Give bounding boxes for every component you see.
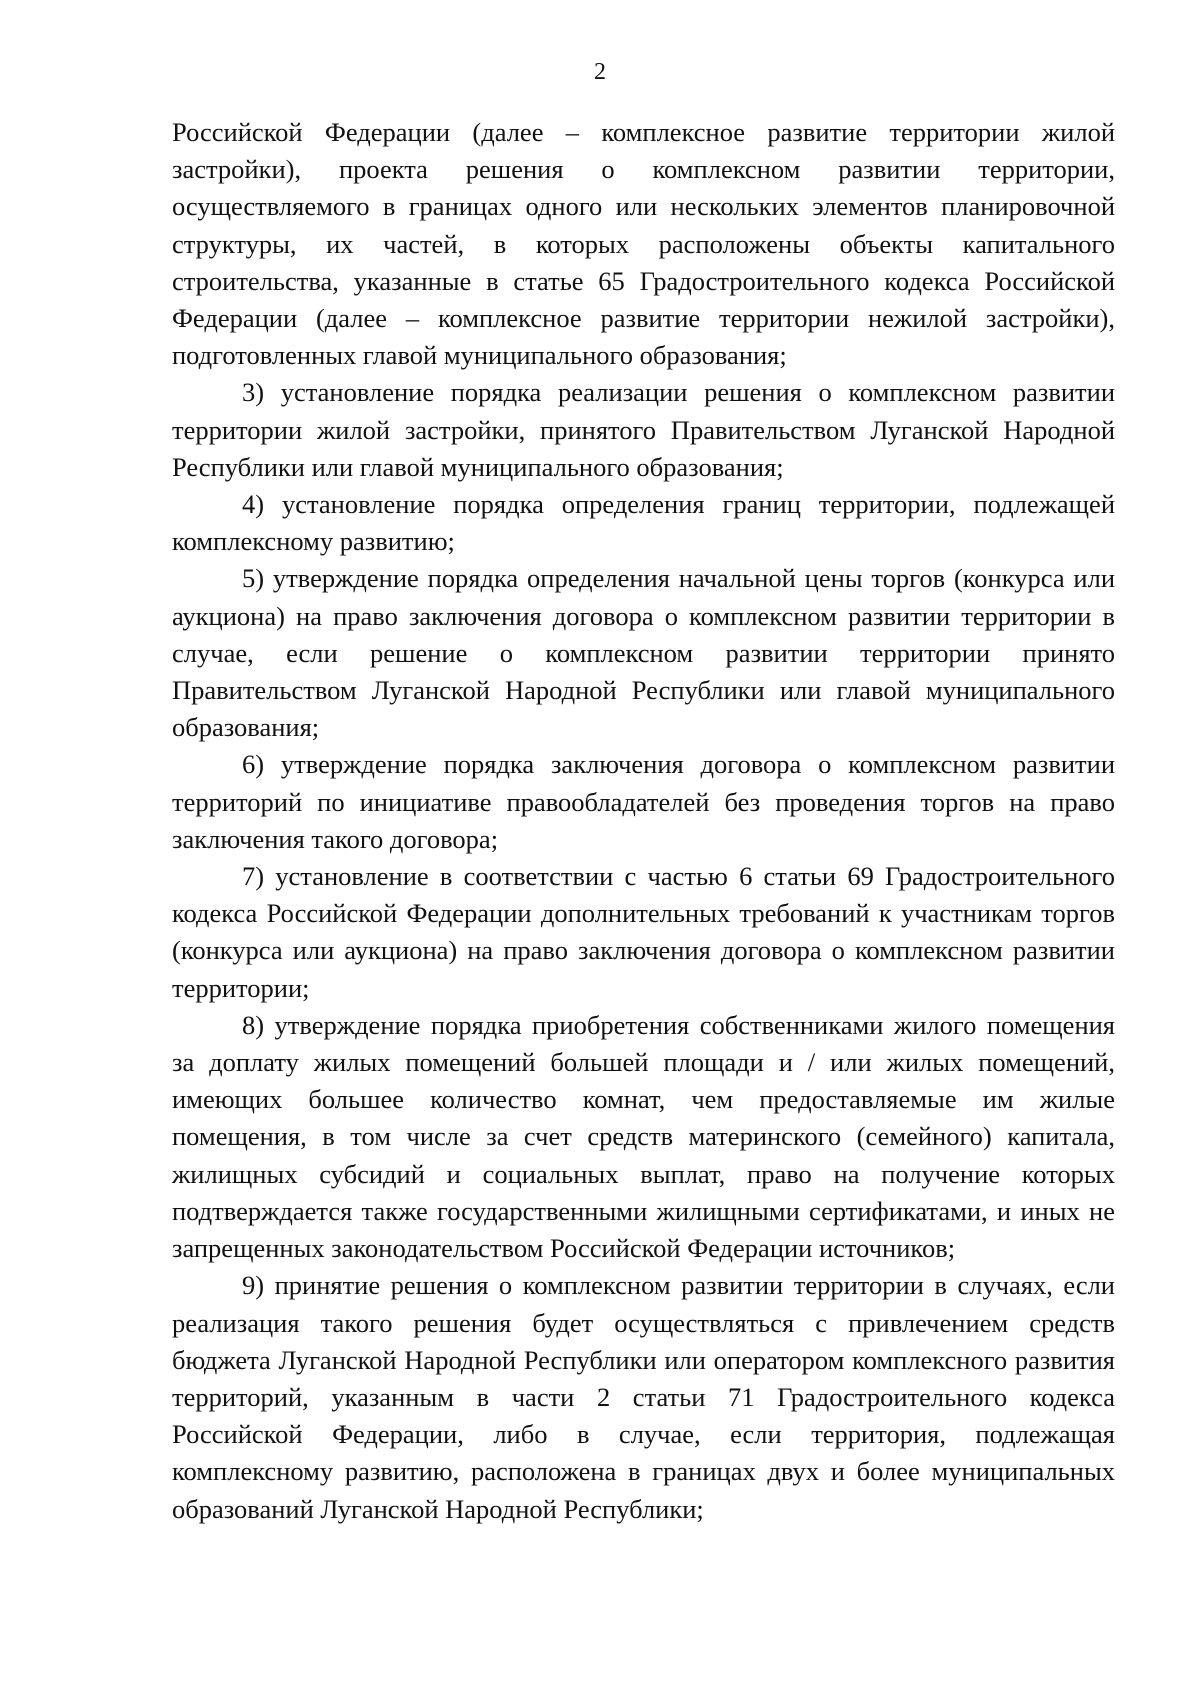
paragraph-item-4: 4) установление порядка определения границ территории, подлежащей комплексному развитию; <box>172 489 1115 557</box>
paragraph-item-8: 8) утверждение порядка приобретения собственниками жилого помещения за доплату жилых помещений большей площади и / или жилых помещений, имеющих большее количество комнат, чем предоставляемые им жилые помещения, в том числе за счет средств материнского (семейного) капитала, жилищных субсидий и социальных выплат, право на получение которых подтверждается также государственными жилищными сертификатами, и иных не запрещенных законодательством Российской Федерации источников; <box>172 1009 1115 1264</box>
paragraph-item-5: 5) утверждение порядка определения начальной цены торгов (конкурса или аукциона) на право заключения договора о комплексном развитии территории в случае, если решение о комплексном развитии территории принято Правительством Луганской Народной Республики или главой муниципального образования; <box>172 563 1115 743</box>
paragraph-item-9: 9) принятие решения о комплексном развитии территории в случаях, если реализация такого решения будет осуществляться с привлечением средств бюджета Луганской Народной Республики или оператором комплексного развития территорий, указанным в части 2 статьи 71 Градостроительного кодекса Российской Федерации, либо в случае, если территория, подлежащая комплексному развитию, расположена в границах двух и более муниципальных образований Луганской Народной Республики; <box>172 1270 1115 1524</box>
paragraph-continuation: Российской Федерации (далее – комплексное развитие территории жилой застройки), проекта решения о комплексном развитии территории, осуществляемого в границах одного или нескольких элементов планировочной структуры, их частей, в которых расположены объекты капитального строительства, указанные в статье 65 Градостроительного кодекса Российской Федерации (далее – комплексное развитие территории нежилой застройки), подготовленных главой муниципального образования; <box>172 117 1115 371</box>
paragraph-item-6: 6) утверждение порядка заключения договора о комплексном развитии территорий по инициативе правообладателей без проведения торгов на право заключения такого договора; <box>172 749 1115 854</box>
paragraph-item-3: 3) установление порядка реализации решения о комплексном развитии территории жилой застройки, принятого Правительством Луганской Народной Республики или главой муниципального образования; <box>172 377 1115 482</box>
paragraph-item-7: 7) установление в соответствии с частью 6 статьи 69 Градостроительного кодекса Российской Федерации дополнительных требований к участникам торгов (конкурса или аукциона) на право заключения договора о комплексном развитии территории; <box>172 861 1115 1003</box>
document-body <box>172 114 1115 1528</box>
page-number: 2 <box>594 59 606 85</box>
